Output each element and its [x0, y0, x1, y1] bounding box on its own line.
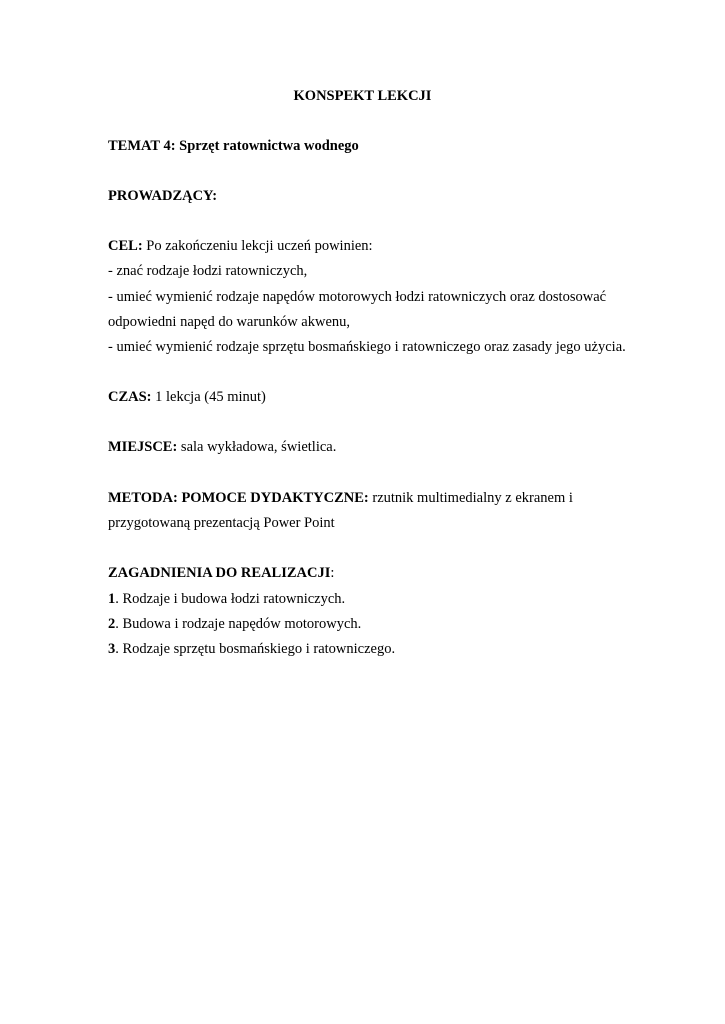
goal-label: CEL:	[108, 238, 143, 254]
topic-text: TEMAT 4: Sprzęt ratownictwa wodnego	[108, 138, 359, 154]
time-value: 1 lekcja (45 minut)	[151, 389, 266, 405]
issue-text: . Budowa i rodzaje napędów motorowych.	[115, 616, 362, 632]
goal-item: - umieć wymienić rodzaje sprzętu bosmańskiego i ratowniczego oraz zasady jego użycia.	[108, 339, 626, 355]
issues-line	[108, 564, 334, 582]
issue-text: . Rodzaje sprzętu bosmańskiego i ratowniczego.	[115, 641, 396, 657]
instructor-line	[108, 187, 217, 205]
goal-intro: Po zakończeniu lekcji uczeń powinien:	[142, 238, 373, 254]
place-label: MIEJSCE:	[108, 439, 178, 455]
place-value: sala wykładowa, świetlica.	[177, 439, 337, 455]
topic-line	[108, 137, 359, 155]
time-label: CZAS:	[108, 389, 152, 405]
goal-item: - umieć wymienić rodzaje napędów motorowych łodzi ratowniczych oraz dostosować	[108, 289, 607, 305]
issue-number: 3	[108, 641, 116, 657]
goal-line	[108, 237, 373, 255]
method-line	[108, 489, 573, 507]
issue-number: 2	[108, 616, 116, 632]
issues-label: ZAGADNIENIA DO REALIZACJI	[108, 565, 331, 581]
method-continuation: przygotowaną prezentacją Power Point	[108, 515, 335, 531]
document-title	[0, 87, 725, 105]
issue-text: . Rodzaje i budowa łodzi ratowniczych.	[115, 591, 346, 607]
instructor-label: PROWADZĄCY:	[108, 188, 218, 204]
goal-item: - znać rodzaje łodzi ratowniczych,	[108, 263, 308, 279]
document-title-text: KONSPEKT LEKCJI	[293, 88, 432, 104]
place-line	[108, 438, 336, 456]
issue-item	[108, 640, 395, 658]
goal-item: odpowiedni napęd do warunków akwenu,	[108, 314, 351, 330]
issue-number: 1	[108, 591, 116, 607]
method-value: rzutnik multimedialny z ekranem i	[368, 490, 573, 506]
issue-item	[108, 615, 361, 633]
issue-item	[108, 590, 345, 608]
method-label: METODA: POMOCE DYDAKTYCZNE:	[108, 490, 369, 506]
issues-colon: :	[330, 565, 335, 581]
time-line	[108, 388, 266, 406]
